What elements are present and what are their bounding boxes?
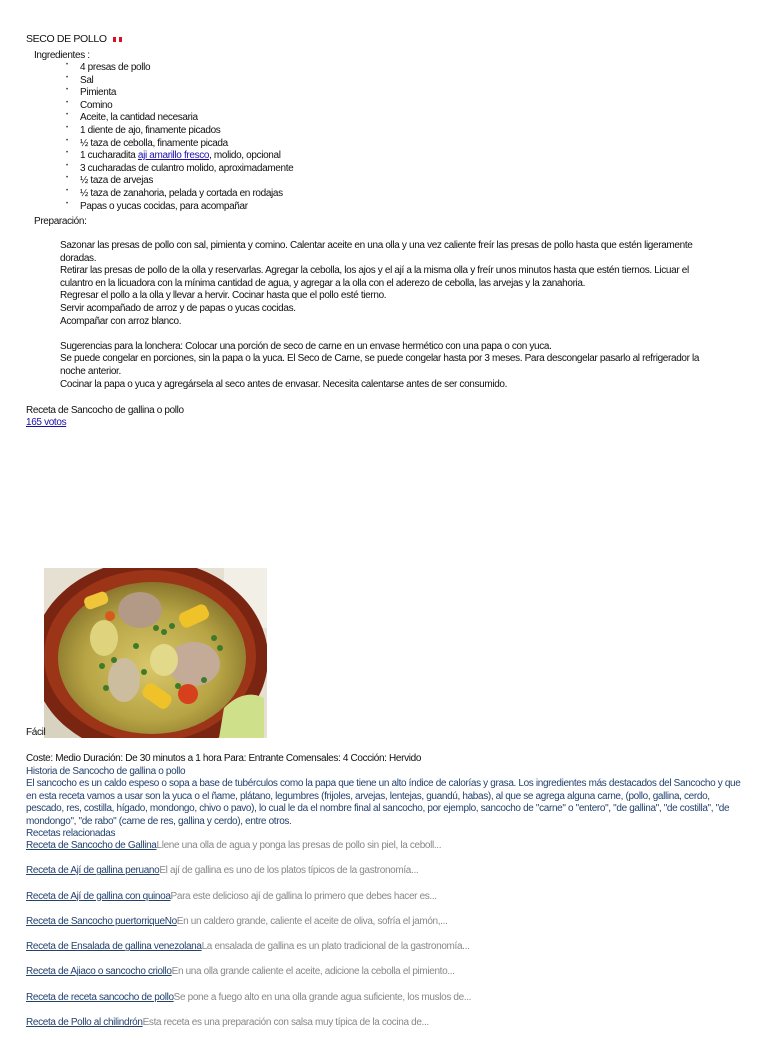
related-recipe-link[interactable]: Receta de Ajiaco o sancocho criollo	[26, 966, 172, 978]
preparation-line: Servir acompañado de arroz y de papas o yucas cocidas.	[60, 302, 296, 314]
preparation-text	[60, 240, 720, 391]
peru-flag-icon	[113, 37, 122, 42]
preparation-line: Se puede congelar en porciones, sin la papa o la yuca. El Seco de Carne, se puede congelar hasta por 3 meses. Para descongelar pasarlo al refrigerador la noche anterior.	[60, 353, 700, 377]
votes-link[interactable]: 165 votos	[26, 417, 67, 428]
ingredient-text: 1 diente de ajo, finamente picados	[80, 124, 221, 136]
related-recipe-link[interactable]: Receta de Ensalada de gallina venezolana	[26, 941, 202, 953]
preparation-line: Sugerencias para la lonchera: Colocar una porción de seco de carne en un envase hermético con una papa o con yuca.	[60, 340, 552, 352]
ingredient-item	[66, 138, 293, 151]
ingredient-text: Pimienta	[80, 87, 117, 99]
related-recipe-item	[26, 966, 756, 991]
related-recipe-item	[26, 992, 756, 1017]
ingredients-heading: Ingredientes :	[34, 50, 90, 61]
related-recipe-item	[26, 941, 756, 966]
ingredient-text: Papas o yucas cocidas, para acompañar	[80, 200, 248, 212]
sancocho-recipe-title: Receta de Sancocho de gallina o pollo	[26, 405, 184, 416]
related-recipes-list	[26, 840, 756, 1042]
ingredient-text: 3 cucharadas de culantro molido, aproximadamente	[80, 162, 294, 174]
related-recipe-link[interactable]: Receta de receta sancocho de pollo	[26, 991, 174, 1003]
ingredient-text: Sal	[80, 74, 94, 86]
ingredient-item	[66, 87, 293, 100]
history-title: Historia de Sancocho de gallina o pollo	[26, 766, 186, 777]
related-recipe-item	[26, 891, 756, 916]
related-recipe-link[interactable]: Receta de Pollo al chilindrón	[26, 1017, 143, 1029]
related-recipe-item	[26, 1017, 756, 1042]
ingredients-list	[66, 62, 293, 213]
related-recipe-link[interactable]: Receta de Sancocho puertorriqueÑo	[26, 915, 177, 927]
paragraph-gap	[60, 328, 720, 341]
related-recipe-link[interactable]: Receta de Ají de gallina con quinoa	[26, 890, 171, 902]
recipe-title	[26, 33, 122, 45]
ingredient-text: 1 cucharadita	[80, 150, 138, 162]
ingredient-text: 4 presas de pollo	[80, 62, 151, 73]
related-recipe-snippet: Esta receta es una preparación con salsa muy típica de la cocina de...	[142, 1017, 429, 1029]
sancocho-dish-image	[44, 568, 267, 738]
recipe-meta: Coste: Medio Duración: De 30 minutos a 1 hora Para: Entrante Comensales: 4 Cocción: Hervido	[26, 753, 422, 764]
aji-amarillo-link[interactable]: aji amarillo fresco	[137, 150, 210, 162]
ingredient-text: ½ taza de cebolla, finamente picada	[80, 137, 228, 149]
ingredient-item	[66, 100, 293, 113]
related-recipe-snippet: El ají de gallina es uno de los platos típicos de la gastronomía...	[159, 865, 419, 877]
related-recipe-snippet: En un caldero grande, caliente el aceite de oliva, sofría el jamón,...	[176, 915, 448, 927]
history-text: El sancocho es un caldo espeso o sopa a base de tubérculos como la papa que tiene un alto índice de calorías y grasa. Los ingredientes más destacados del Sancocho y que en esta receta vamos a usar son la yuca o el ñame, plátano, legumbres (frijoles, arvejas, lentejas, guandú, habas), al que se agrega alguna carne, (pollo, gallina, cerdo, pescado, res, costilla, hígado, mondongo, chivo o pavo), lo cual le da el nombre final al sancocho, por ejemplo, sancocho de "carne" o "entero", "de gallina", "de costilla", "de mondongo", "de rabo" (carne de res, gallina y cerdo), entre otros.	[26, 778, 741, 827]
preparation-line: Sazonar las presas de pollo con sal, pimienta y comino. Calentar aceite en una olla y una vez caliente freír las presas de pollo hasta que estén ligeramente doradas.	[60, 240, 693, 264]
ingredient-item	[66, 188, 293, 201]
ingredient-item	[66, 75, 293, 88]
related-heading: Recetas relacionadas	[26, 828, 116, 840]
related-recipe-link[interactable]: Receta de Ají de gallina peruano	[26, 865, 160, 877]
preparation-line: Retirar las presas de pollo de la olla y reservarlas. Agregar la cebolla, los ajos y el ají a la misma olla y freír unos minutos hasta que estén tiernos. Licuar el culantro en la licuadora con la mínima cantidad de agua, y agregar a la olla con el aderezo de cebolla, las arvejas y la zanahoria.	[60, 265, 689, 289]
ingredient-item	[66, 150, 293, 163]
ingredient-text: , molido, opcional	[209, 150, 281, 162]
preparation-line: Cocinar la papa o yuca y agregársela al seco antes de envasar. Necesita calentarse antes de ser consumido.	[60, 378, 508, 390]
ingredient-item	[66, 112, 293, 125]
preparation-line: Regresar el pollo a la olla y llevar a hervir. Cocinar hasta que el pollo esté tierno.	[60, 290, 387, 302]
related-recipe-snippet: En una olla grande caliente el aceite, adicione la cebolla el pimiento...	[171, 966, 455, 978]
ingredient-text: ½ taza de zanahoria, pelada y cortada en rodajas	[80, 187, 283, 199]
difficulty-label: Fácil	[26, 727, 46, 738]
ingredient-text: Comino	[80, 99, 113, 111]
related-recipe-item	[26, 840, 756, 865]
ingredient-item	[66, 163, 293, 176]
related-recipe-snippet: Para este delicioso ají de gallina lo primero que debes hacer es...	[170, 890, 437, 902]
ingredient-item	[66, 125, 293, 138]
ingredient-item	[66, 201, 293, 214]
related-recipe-snippet: La ensalada de gallina es un plato tradicional de la gastronomía...	[201, 941, 470, 953]
recipe-title-text: SECO DE POLLO	[26, 33, 107, 45]
related-recipe-link[interactable]: Receta de Sancocho de Gallina	[26, 840, 157, 851]
ingredient-item	[66, 62, 293, 75]
preparation-heading: Preparación:	[34, 216, 87, 227]
sancocho-history	[26, 766, 741, 840]
related-recipe-item	[26, 865, 756, 890]
related-recipe-snippet: Se pone a fuego alto en una olla grande agua suficiente, los muslos de...	[173, 991, 472, 1003]
sancocho-photo-illustration	[44, 568, 267, 738]
ingredient-text: ½ taza de arvejas	[80, 175, 153, 187]
ingredient-item	[66, 175, 293, 188]
ingredient-text: Aceite, la cantidad necesaria	[80, 112, 198, 124]
preparation-line: Acompañar con arroz blanco.	[60, 315, 182, 327]
related-recipe-snippet: Llene una olla de agua y ponga las presas de pollo sin piel, la ceboll...	[156, 840, 442, 851]
related-recipe-item	[26, 916, 756, 941]
